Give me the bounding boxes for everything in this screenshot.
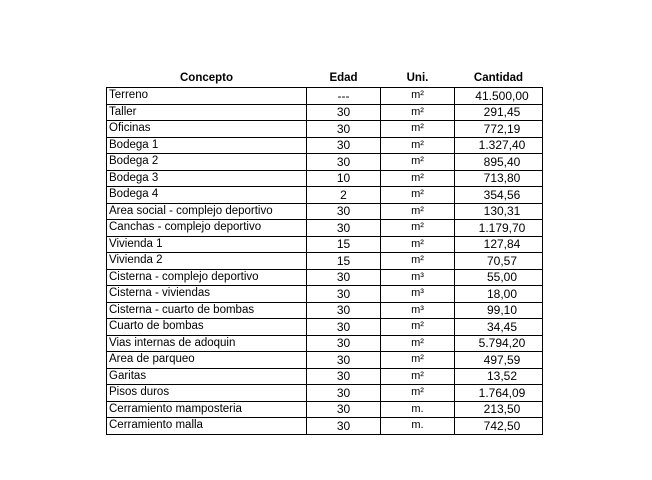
table-row: [107, 385, 543, 402]
cell-uni: m³: [381, 269, 455, 286]
cell-edad: 30: [307, 401, 381, 418]
cell-cantidad: 41.500,00: [455, 88, 543, 105]
asset-table: [106, 70, 543, 435]
cell-cantidad: 55,00: [455, 269, 543, 286]
cell-edad: 30: [307, 269, 381, 286]
cell-concepto: Cuarto de bombas: [107, 319, 307, 336]
header-uni: Uni.: [406, 71, 429, 84]
table-row: [107, 220, 543, 237]
cell-uni: m³: [381, 302, 455, 319]
cell-edad: 30: [307, 286, 381, 303]
cell-concepto: Cisterna - complejo deportivo: [107, 269, 307, 286]
cell-cantidad: 13,52: [455, 368, 543, 385]
cell-cantidad: 127,84: [455, 236, 543, 253]
cell-edad: 30: [307, 418, 381, 435]
table-row: [107, 401, 543, 418]
cell-cantidad: 291,45: [455, 104, 543, 121]
table-row: [107, 137, 543, 154]
cell-edad: 30: [307, 352, 381, 369]
cell-edad: 30: [307, 385, 381, 402]
cell-concepto: Area social - complejo deportivo: [107, 203, 307, 220]
cell-edad: 30: [307, 154, 381, 171]
cell-cantidad: 354,56: [455, 187, 543, 204]
cell-uni: m²: [381, 319, 455, 336]
cell-cantidad: 5.794,20: [455, 335, 543, 352]
cell-uni: m²: [381, 335, 455, 352]
table-row: [107, 88, 543, 105]
table-row: [107, 286, 543, 303]
cell-edad: 30: [307, 368, 381, 385]
cell-uni: m.: [381, 418, 455, 435]
cell-edad: 30: [307, 220, 381, 237]
cell-concepto: Vivienda 2: [107, 253, 307, 270]
cell-cantidad: 18,00: [455, 286, 543, 303]
table-row: [107, 170, 543, 187]
cell-uni: m²: [381, 137, 455, 154]
cell-concepto: Cisterna - cuarto de bombas: [107, 302, 307, 319]
cell-concepto: Area de parqueo: [107, 352, 307, 369]
cell-cantidad: 895,40: [455, 154, 543, 171]
cell-concepto: Bodega 2: [107, 154, 307, 171]
table-row: [107, 335, 543, 352]
cell-concepto: Bodega 3: [107, 170, 307, 187]
cell-edad: 30: [307, 302, 381, 319]
cell-uni: m²: [381, 385, 455, 402]
cell-uni: m²: [381, 253, 455, 270]
cell-cantidad: 99,10: [455, 302, 543, 319]
cell-uni: m²: [381, 203, 455, 220]
cell-edad: 30: [307, 335, 381, 352]
cell-uni: m²: [381, 154, 455, 171]
cell-uni: m²: [381, 187, 455, 204]
cell-concepto: Cerramiento malla: [107, 418, 307, 435]
cell-edad: 15: [307, 236, 381, 253]
header-concepto: Concepto: [179, 71, 234, 84]
cell-concepto: Vias internas de adoquin: [107, 335, 307, 352]
cell-cantidad: 213,50: [455, 401, 543, 418]
table-row: [107, 121, 543, 138]
cell-concepto: Oficinas: [107, 121, 307, 138]
cell-cantidad: 130,31: [455, 203, 543, 220]
cell-cantidad: 70,57: [455, 253, 543, 270]
table-row: [107, 352, 543, 369]
table-body: [107, 88, 543, 435]
cell-concepto: Vivienda 1: [107, 236, 307, 253]
cell-edad: 30: [307, 203, 381, 220]
cell-concepto: Terreno: [107, 88, 307, 105]
cell-concepto: Taller: [107, 104, 307, 121]
cell-uni: m²: [381, 170, 455, 187]
cell-uni: m²: [381, 104, 455, 121]
cell-uni: m²: [381, 88, 455, 105]
cell-edad: 30: [307, 137, 381, 154]
cell-concepto: Bodega 4: [107, 187, 307, 204]
cell-uni: m²: [381, 121, 455, 138]
cell-cantidad: 772,19: [455, 121, 543, 138]
cell-concepto: Cisterna - viviendas: [107, 286, 307, 303]
cell-cantidad: 1.179,70: [455, 220, 543, 237]
cell-edad: 2: [307, 187, 381, 204]
table-row: [107, 269, 543, 286]
table-row: [107, 154, 543, 171]
cell-concepto: Bodega 1: [107, 137, 307, 154]
cell-uni: m.: [381, 401, 455, 418]
cell-edad: 30: [307, 121, 381, 138]
cell-cantidad: 1.327,40: [455, 137, 543, 154]
table-row: [107, 187, 543, 204]
table-row: [107, 236, 543, 253]
cell-concepto: Garitas: [107, 368, 307, 385]
cell-cantidad: 742,50: [455, 418, 543, 435]
table-row: [107, 418, 543, 435]
header-edad: Edad: [329, 71, 358, 84]
table-row: [107, 104, 543, 121]
table-row: [107, 253, 543, 270]
cell-uni: m³: [381, 286, 455, 303]
header-cantidad: Cantidad: [473, 71, 524, 84]
header-row: [107, 70, 543, 88]
cell-uni: m²: [381, 368, 455, 385]
table-header: [107, 70, 543, 88]
cell-edad: ---: [307, 88, 381, 105]
cell-cantidad: 713,80: [455, 170, 543, 187]
cell-edad: 10: [307, 170, 381, 187]
cell-cantidad: 34,45: [455, 319, 543, 336]
table-row: [107, 319, 543, 336]
table-row: [107, 368, 543, 385]
cell-concepto: Cerramiento mamposteria: [107, 401, 307, 418]
cell-uni: m²: [381, 352, 455, 369]
table-row: [107, 203, 543, 220]
table-row: [107, 302, 543, 319]
cell-edad: 30: [307, 319, 381, 336]
cell-edad: 30: [307, 104, 381, 121]
cell-concepto: Pisos duros: [107, 385, 307, 402]
cell-uni: m²: [381, 236, 455, 253]
cell-concepto: Canchas - complejo deportivo: [107, 220, 307, 237]
cell-edad: 15: [307, 253, 381, 270]
cell-cantidad: 497,59: [455, 352, 543, 369]
cell-uni: m²: [381, 220, 455, 237]
cell-cantidad: 1.764,09: [455, 385, 543, 402]
